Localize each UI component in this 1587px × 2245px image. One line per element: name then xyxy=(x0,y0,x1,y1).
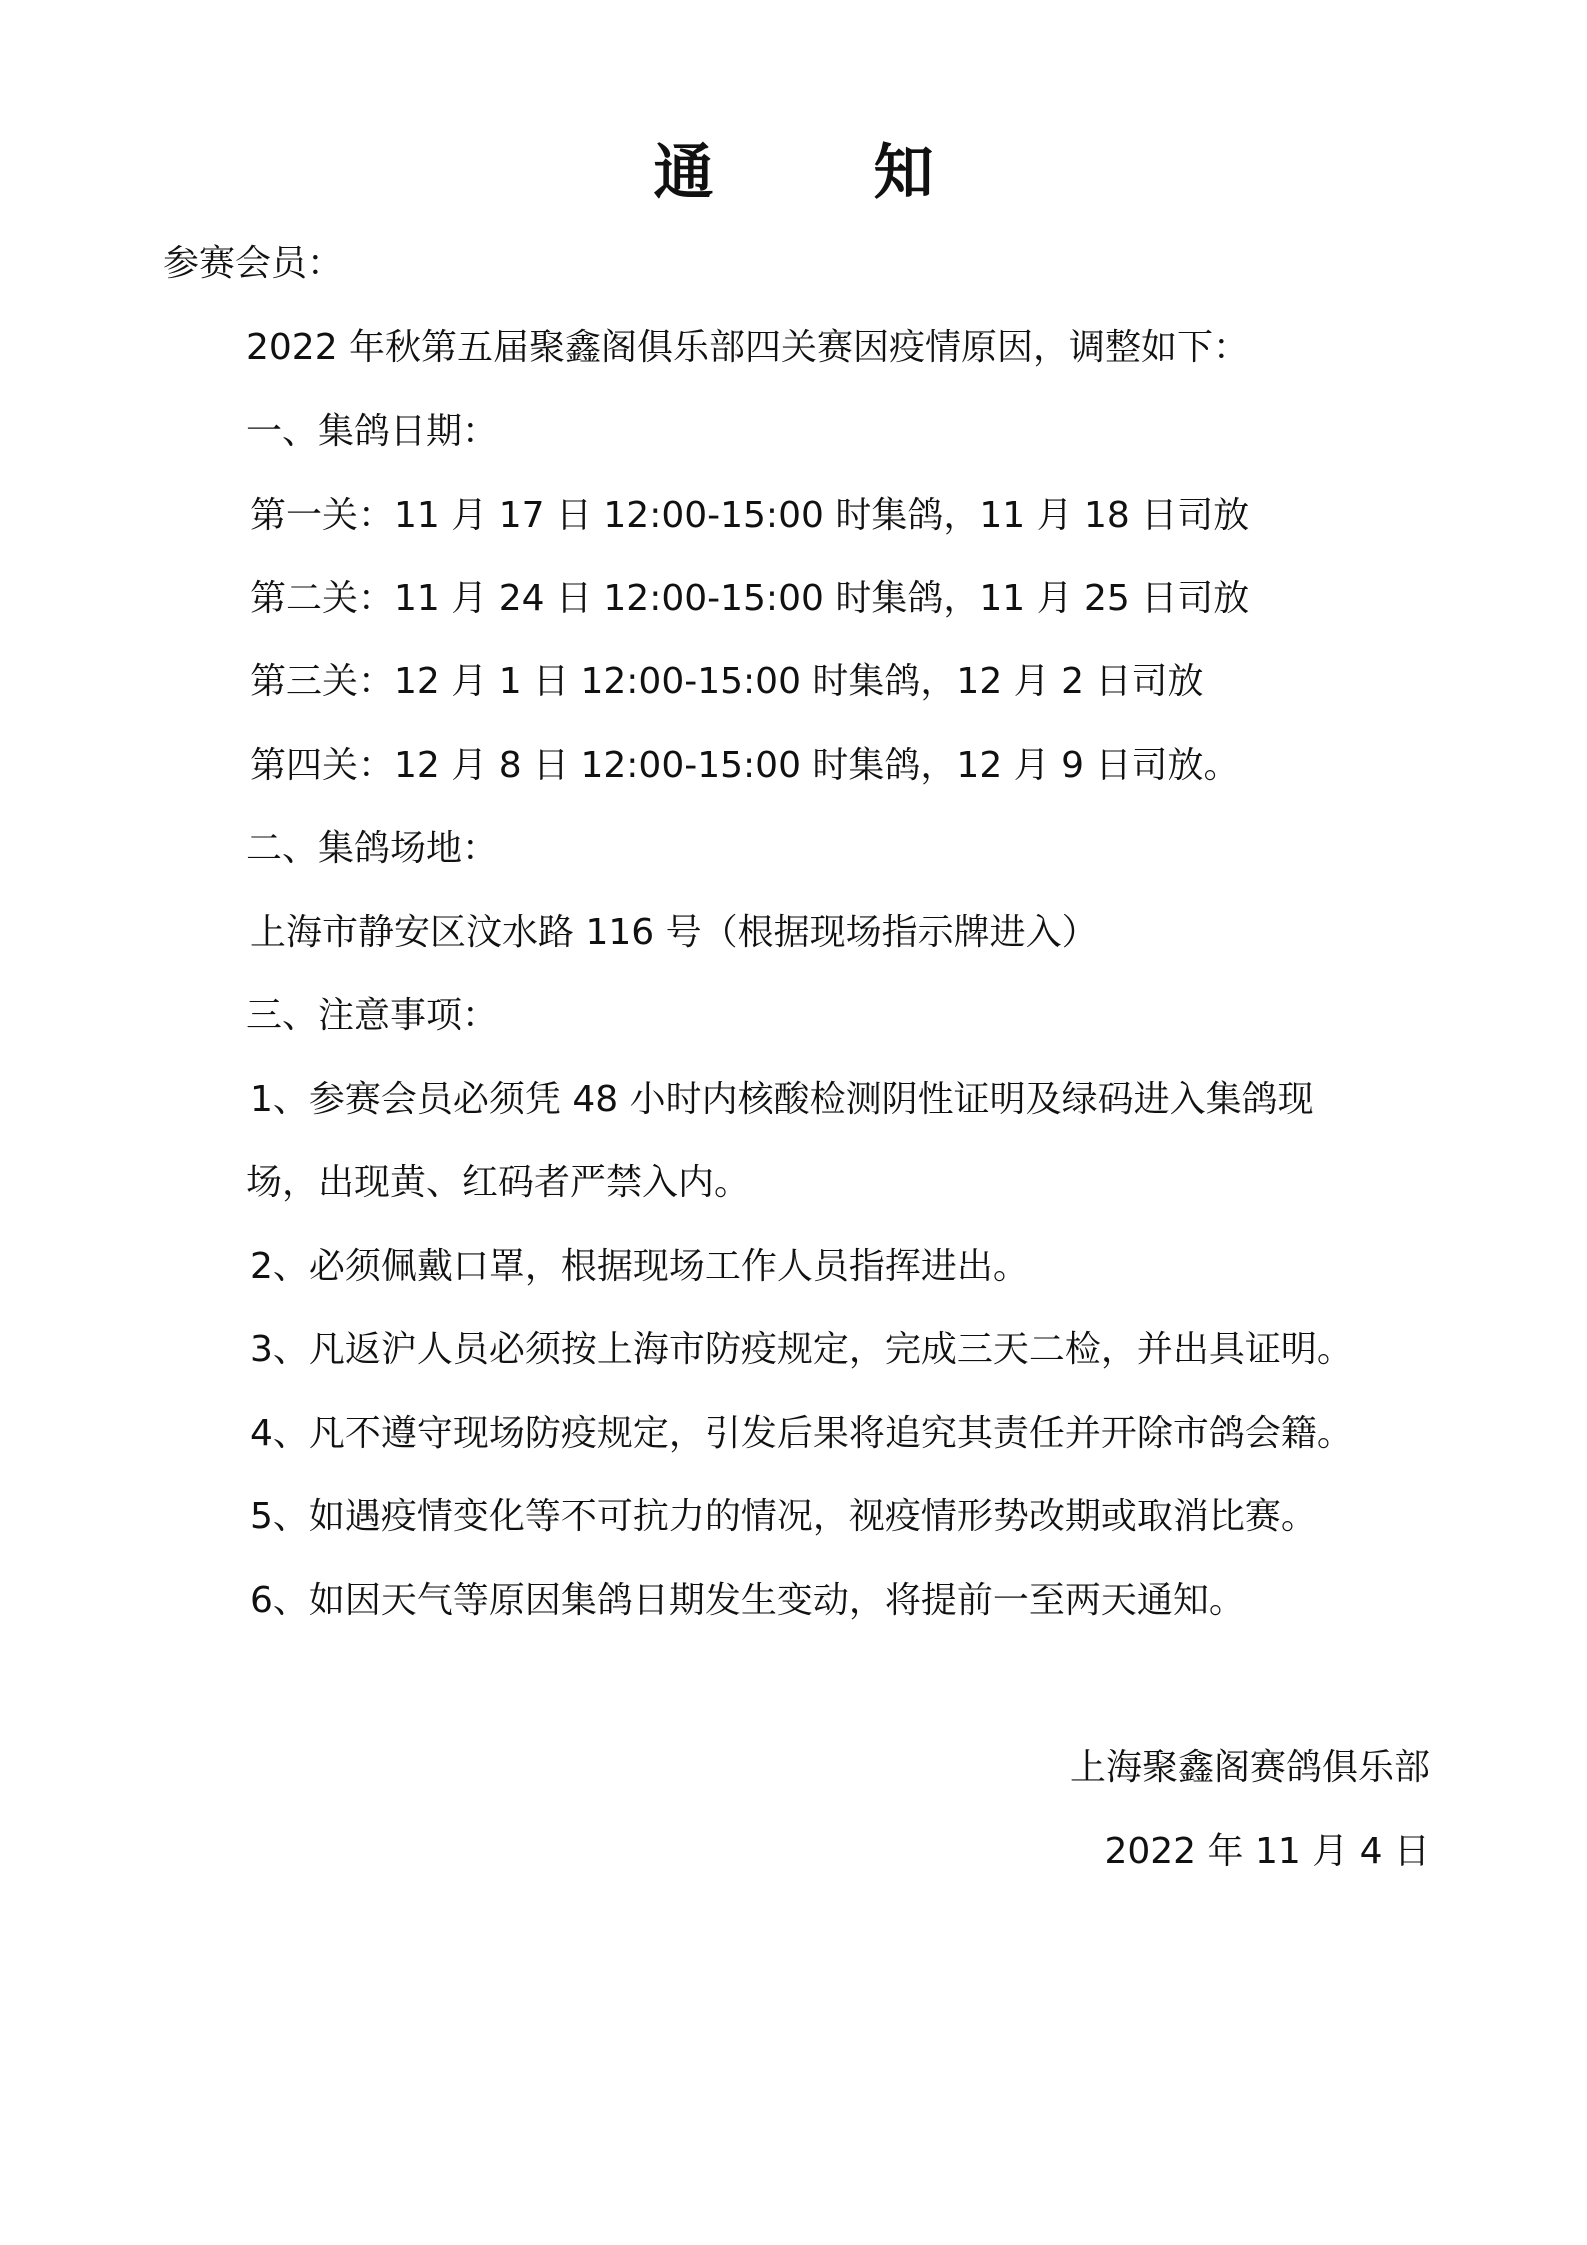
note-item-2: 2、必须佩戴口罩，根据现场工作人员指挥进出。 xyxy=(250,1246,1029,1287)
venue-heading: 二、集鸽场地： xyxy=(246,828,499,869)
signature-date: 2022 年 11 月 4 日 xyxy=(1104,1831,1430,1872)
notes-heading: 三、注意事项： xyxy=(246,995,499,1036)
page-title: 通 知 xyxy=(653,138,984,208)
date-item-stage-1: 第一关：11 月 17 日 12:00-15:00 时集鸽，11 月 18 日司放 xyxy=(250,495,1250,536)
note-item-3: 3、凡返沪人员必须按上海市防疫规定，完成三天二检，并出具证明。 xyxy=(250,1329,1353,1370)
note-item-1-continued: 场，出现黄、红码者严禁入内。 xyxy=(246,1162,751,1203)
venue-address: 上海市静安区汶水路 116 号（根据现场指示牌进入） xyxy=(250,912,1098,953)
date-item-stage-4: 第四关：12 月 8 日 12:00-15:00 时集鸽，12 月 9 日司放。 xyxy=(250,745,1240,786)
salutation: 参赛会员： xyxy=(163,243,344,284)
note-item-6: 6、如因天气等原因集鸽日期发生变动，将提前一至两天通知。 xyxy=(250,1580,1245,1621)
signature-organization: 上海聚鑫阁赛鸽俱乐部 xyxy=(1069,1747,1430,1788)
dates-heading: 一、集鸽日期： xyxy=(246,411,499,452)
note-item-1: 1、参赛会员必须凭 48 小时内核酸检测阴性证明及绿码进入集鸽现 xyxy=(250,1079,1314,1120)
intro-paragraph: 2022 年秋第五届聚鑫阁俱乐部四关赛因疫情原因，调整如下： xyxy=(246,327,1250,368)
date-item-stage-2: 第二关：11 月 24 日 12:00-15:00 时集鸽，11 月 25 日司放 xyxy=(250,578,1250,619)
note-item-4: 4、凡不遵守现场防疫规定，引发后果将追究其责任并开除市鸽会籍。 xyxy=(250,1413,1353,1454)
date-item-stage-3: 第三关：12 月 1 日 12:00-15:00 时集鸽，12 月 2 日司放 xyxy=(250,661,1204,702)
note-item-5: 5、如遇疫情变化等不可抗力的情况，视疫情形势改期或取消比赛。 xyxy=(250,1496,1317,1537)
